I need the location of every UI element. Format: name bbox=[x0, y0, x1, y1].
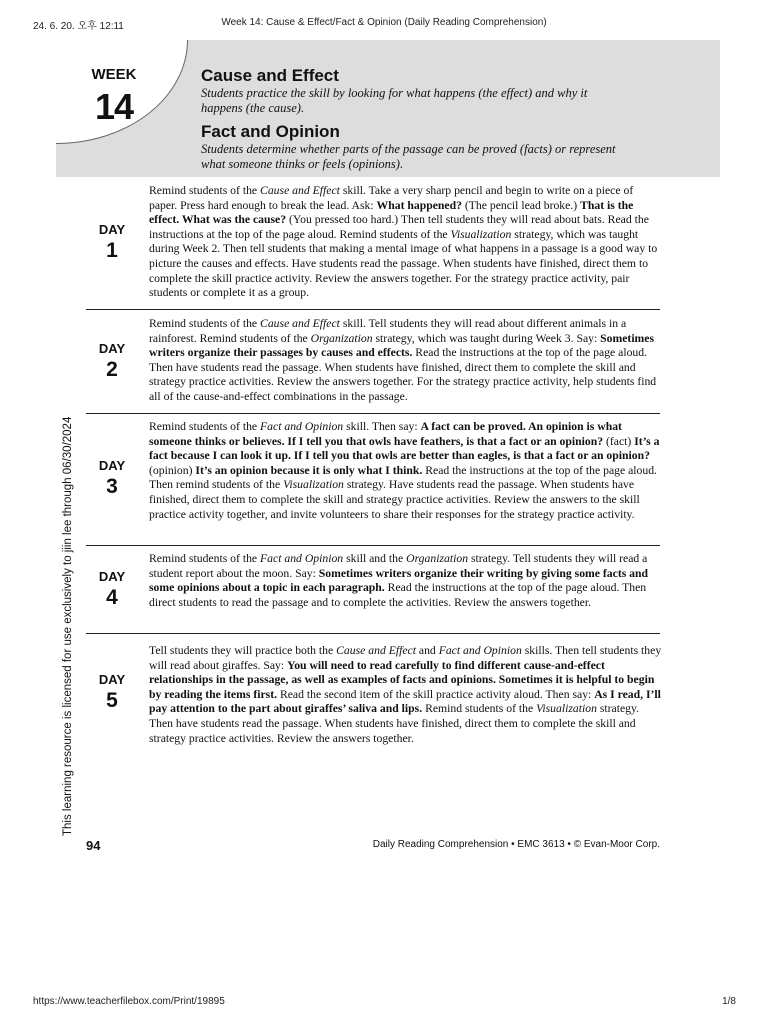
divider bbox=[86, 309, 660, 310]
day-number: 1 bbox=[106, 239, 118, 262]
day-instructions: Remind students of the Cause and Effect skill. Tell students they will read about different animals in a rainforest. Remind students of the Organization strategy, which was taught during Week 3. Say: Sometimes writers organize their passages by causes and effects. Read the instructions at the top of the page aloud. Then have students read the passage. When students have finished, direct them to complete the skill and strategy practice activities. Review the answers together. For the strategy practice activity, help students find all of the cause-and-effect combinations in the passage. bbox=[149, 317, 657, 403]
skill-title-fact-opinion: Fact and Opinion bbox=[201, 122, 340, 141]
print-url: https://www.teacherfilebox.com/Print/19895 bbox=[33, 996, 225, 1007]
license-notice: This learning resource is licensed for use exclusively to jiin lee through 06/30/2024 bbox=[62, 416, 74, 836]
page-number: 94 bbox=[86, 838, 101, 853]
skill-title-cause-effect: Cause and Effect bbox=[201, 66, 339, 85]
day-number: 3 bbox=[106, 475, 118, 498]
divider bbox=[86, 633, 660, 634]
day-number: 4 bbox=[106, 586, 118, 609]
day-row bbox=[86, 311, 660, 414]
print-page-indicator: 1/8 bbox=[722, 996, 736, 1007]
day-label: DAY bbox=[98, 341, 126, 356]
day-label: DAY bbox=[98, 672, 126, 687]
day-row bbox=[86, 547, 660, 634]
print-page-title: Week 14: Cause & Effect/Fact & Opinion (Daily Reading Comprehension) bbox=[221, 17, 547, 28]
day-instructions: Remind students of the Cause and Effect skill. Take a very sharp pencil and begin to write on a piece of paper. Press hard enough to break the lead. Ask: What happened? (The pencil lead broke.) That is the effect. What was the cause? (You pressed too hard.) Then tell students they will read about bats. Read the instructions at the top of the page aloud. Remind students of the Visualization strategy, which was taught during Week 2. Then tell students that making a mental image of what happens in a passage is a good way to picture the causes and effects. Have students read the passage. When students have finished, direct them to complete the skill practice activity. Review the answers together. For the strategy practice activity, pair students or complete it as a group. bbox=[149, 184, 658, 300]
divider bbox=[86, 413, 660, 414]
day-instructions: Tell students they will practice both the Cause and Effect and Fact and Opinion skills. Then tell students they will read about giraffes. Say: You will need to read carefully to find different cause-and-effect relationships in the passage, as well as examples of facts and opinions. Sometimes it is helpful to begin by reading the items first. Read the second item of the skill practice activity aloud. Then say: As I read, I’ll pay attention to the part about giraffes’ saliva and lips. Remind students of the Visualization strategy. Then have students read the passage. When students have finished, direct them to complete the skill and strategy practice activities. Review the answers together. bbox=[149, 644, 662, 745]
day-row bbox=[86, 635, 660, 755]
skill-description-fact-opinion: Students determine whether parts of the passage can be proved (facts) or represent what someone thinks or feels (opinions). bbox=[201, 142, 616, 171]
week-number: 14 bbox=[94, 86, 134, 127]
day-instructions: Remind students of the Fact and Opinion skill. Then say: A fact can be proved. An opinion is what someone thinks or believes. If I tell you that owls have feathers, is that a fact or an opinion? (fact) It’s a fact because I can look it up. If I tell you that owls are better than eagles, is that a fact or an opinion? (opinion) It’s an opinion because it is only what I think. Read the instructions at the top of the page aloud. Then remind students of the Visualization strategy. Have students read the passage. When students have finished, direct them to complete the skill and strategy practice activities. Review the answers to the skill practice activity together, and invite volunteers to share their responses for the strategy practice activity. bbox=[149, 420, 660, 521]
day-number: 2 bbox=[106, 358, 118, 381]
print-datetime: 24. 6. 20. 오후 12:11 bbox=[33, 21, 124, 32]
day-row bbox=[86, 180, 660, 310]
day-instructions: Remind students of the Fact and Opinion skill and the Organization strategy. Tell students they will read a student report about the moon. Say: Sometimes writers organize their writing by giving some facts and some opinions about a topic in each paragraph. Read the instructions at the top of the page aloud. Then direct students to read the passage and to complete the activities. Review the answers together. bbox=[149, 552, 649, 609]
day-row bbox=[86, 415, 660, 546]
day-number: 5 bbox=[106, 689, 118, 712]
day-label: DAY bbox=[98, 458, 126, 473]
publisher-credit: Daily Reading Comprehension • EMC 3613 • © Evan-Moor Corp. bbox=[372, 839, 660, 850]
week-label: WEEK bbox=[91, 66, 137, 83]
divider bbox=[86, 545, 660, 546]
skill-description-cause-effect: Students practice the skill by looking for what happens (the effect) and why it happens (the cause). bbox=[201, 86, 588, 115]
day-label: DAY bbox=[98, 569, 126, 584]
day-label: DAY bbox=[98, 222, 126, 237]
